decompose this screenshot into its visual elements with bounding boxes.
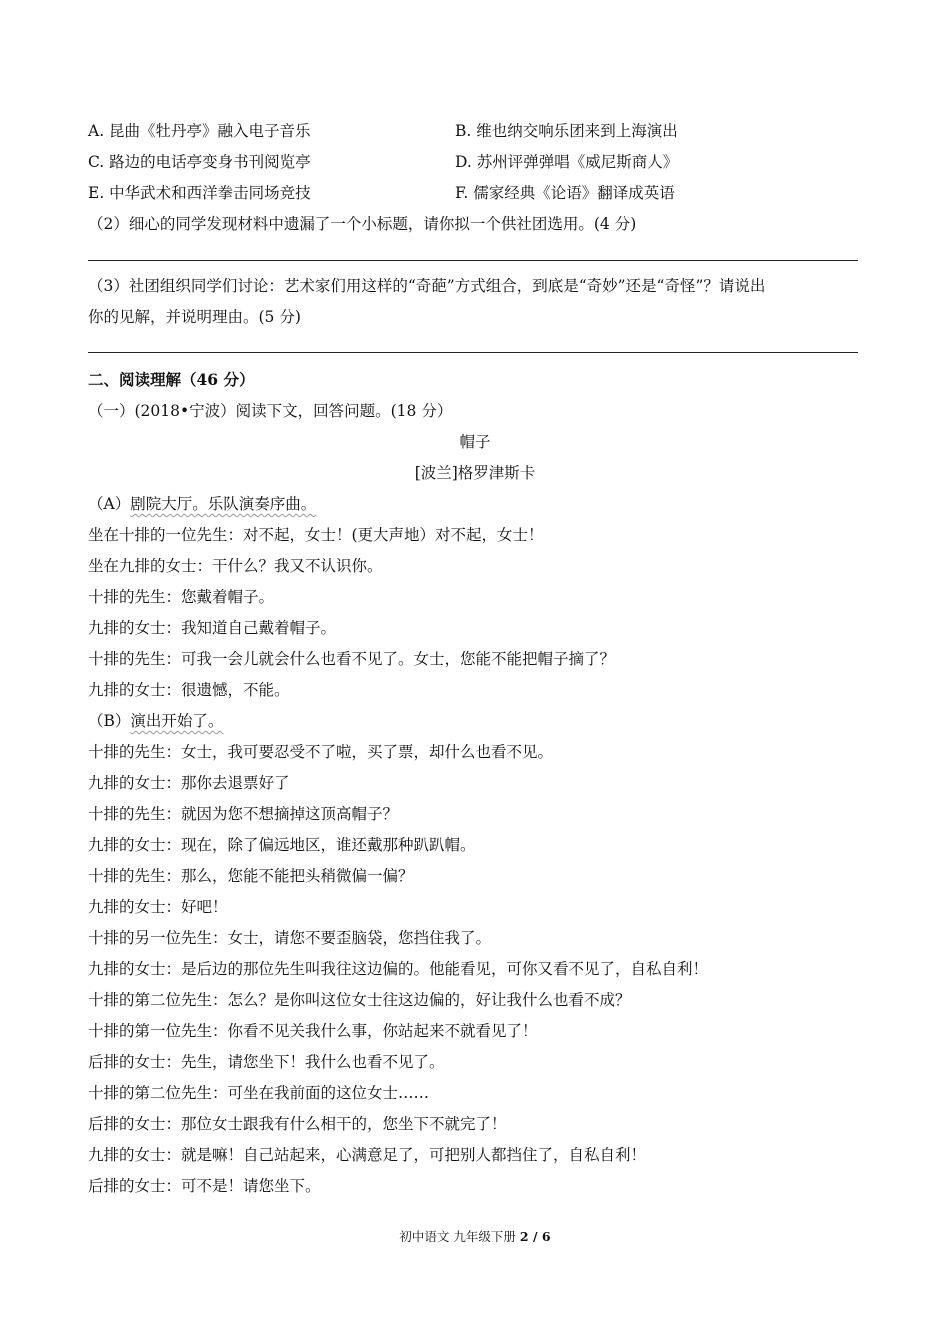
passage-intro: （一）(2018•宁波）阅读下文，回答问题。(18 分） [88,402,453,420]
dialogue-line: 九排的女士：我知道自己戴着帽子。 [88,619,337,637]
option-row [88,152,868,172]
dialogue-line: 后排的女士：可不是！请您坐下。 [88,1177,321,1195]
passage-author: [波兰]格罗津斯卡 [414,464,536,482]
scene-b-heading [88,711,223,731]
dialogue-line: 九排的女士：那你去退票好了 [88,774,290,792]
answer-line-q2 [88,260,858,261]
option-f: F. 儒家经典《论语》翻译成英语 [455,184,675,202]
dialogue-line: 十排的先生：那么，您能不能把头稍微偏一偏？ [88,867,414,885]
footer-page-number: 2 / 6 [519,1229,551,1244]
dialogue-line: 坐在九排的女士：干什么？我又不认识你。 [88,557,383,575]
dialogue-line: 十排的先生：女士，我可要忍受不了啦，买了票，却什么也看不见。 [88,743,554,761]
dialogue-line: 九排的女士：很遗憾，不能。 [88,681,290,699]
question-2: （2）细心的同学发现材料中遗漏了一个小标题，请你拟一个供社团选用。(4 分) [88,215,637,233]
option-c: C. 路边的电话亭变身书刊阅览亭 [88,153,311,171]
option-e: E. 中华武术和西洋拳击同场竞技 [88,184,311,202]
dialogue-line: 十排的先生：您戴着帽子。 [88,588,275,606]
option-a: A. 昆曲《牡丹亭》融入电子音乐 [88,122,311,140]
footer-course: 初中语文 九年级下册 [399,1229,516,1244]
dialogue-line: 十排的第二位先生：怎么？是你叫这位女士往这边偏的，好让我什么也看不成？ [88,991,631,1009]
dialogue-line: 九排的女士：现在，除了偏远地区，谁还戴那种趴趴帽。 [88,836,476,854]
passage-title: 帽子 [459,433,491,451]
scene-b-text: 演出开始了。 [130,712,224,730]
option-d: D. 苏州评弹弹唱《威尼斯商人》 [455,153,679,171]
dialogue-line: 十排的另一位先生：女士，请您不要歪脑袋，您挡住我了。 [88,929,492,947]
dialogue-line: 后排的女士：那位女士跟我有什么相干的，您坐下不就完了！ [88,1115,507,1133]
dialogue-line: 十排的第二位先生：可坐在我前面的这位女士…… [88,1084,430,1102]
question-3-line1: （3）社团组织同学们讨论：艺术家们用这样的“奇葩”方式组合，到底是“奇妙”还是“奇怪”？请说出 [88,277,766,295]
option-b: B. 维也纳交响乐团来到上海演出 [455,122,678,140]
scene-a-heading [88,494,316,514]
scene-b-label: （B） [88,712,131,730]
dialogue-line: 九排的女士：就是嘛！自己站起来，心满意足了，可把别人都挡住了，自私自利！ [88,1146,647,1164]
scene-a-label: （A） [88,495,131,513]
dialogue-line: 九排的女士：好吧！ [88,898,228,916]
option-row [88,121,868,141]
answer-line-q3 [88,352,858,353]
page-footer [0,1229,950,1245]
dialogue-line: 坐在十排的一位先生：对不起，女士！(更大声地）对不起，女士！ [88,526,544,544]
dialogue-line: 十排的先生：可我一会儿就会什么也看不见了。女士，您能不能把帽子摘了？ [88,650,616,668]
dialogue-line: 九排的女士：是后边的那位先生叫我往这边偏的。他能看见，可你又看不见了，自私自利！ [88,960,709,978]
option-row [88,183,868,203]
question-3-line2: 你的见解，并说明理由。(5 分) [88,308,301,326]
dialogue-line: 十排的先生：就因为您不想摘掉这顶高帽子？ [88,805,399,823]
dialogue-line: 后排的女士：先生，请您坐下！我什么也看不见了。 [88,1053,445,1071]
scene-a-text: 剧院大厅。乐队演奏序曲。 [130,495,317,513]
dialogue-line: 十排的第一位先生：你看不见关我什么事，你站起来不就看见了！ [88,1022,538,1040]
section-title: 二、阅读理解（46 分） [88,370,255,389]
